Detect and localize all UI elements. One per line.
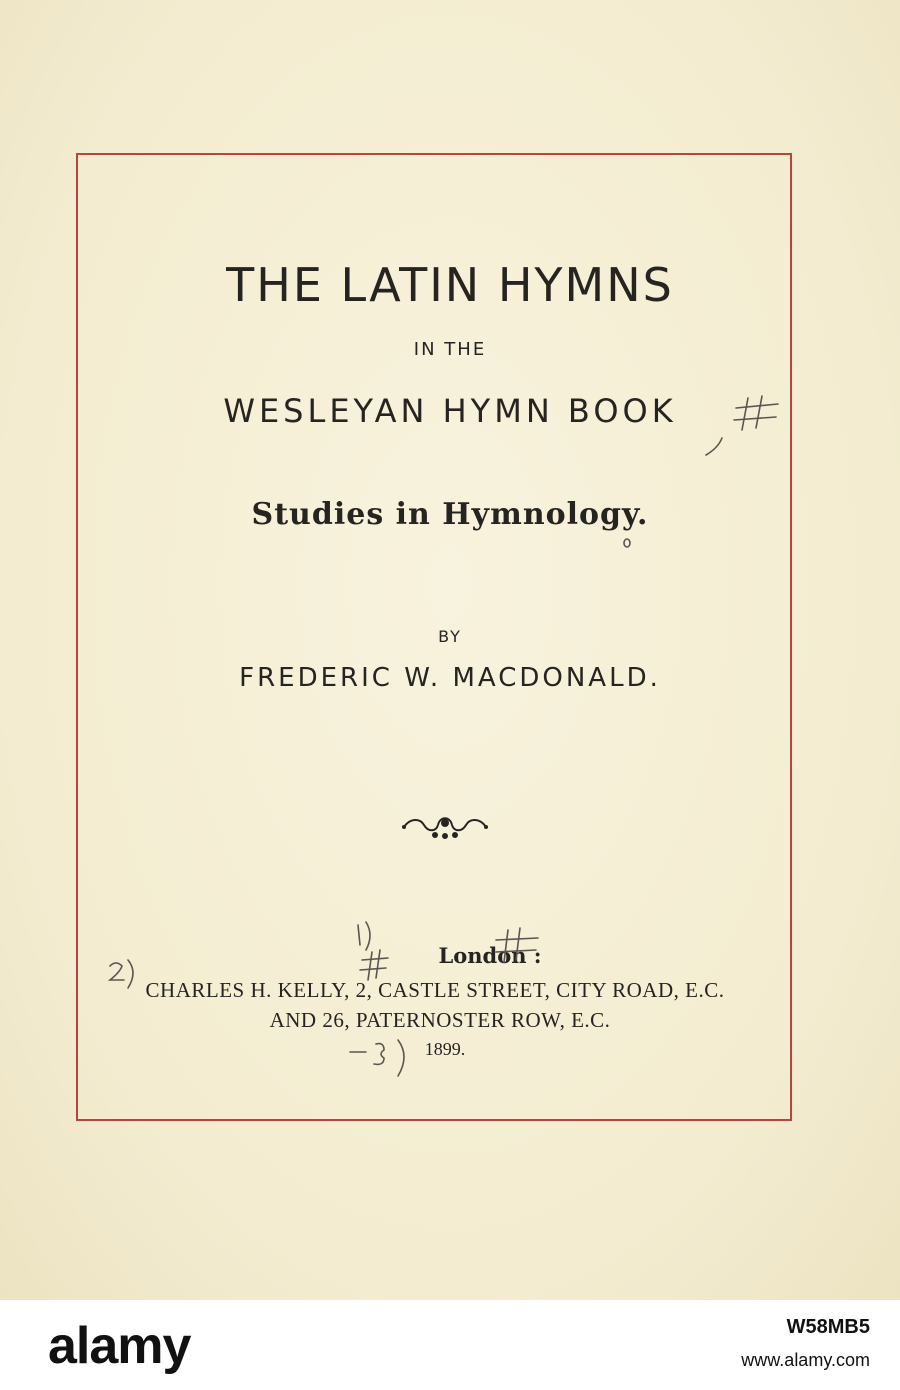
site-url: www.alamy.com [741, 1350, 870, 1370]
image-id: W58MB5 [786, 1316, 870, 1338]
brand-logo: alamy [48, 1317, 191, 1375]
publisher-line-2: AND 26, PATERNOSTER ROW, E.C. [269, 1008, 611, 1032]
watermark-footer [0, 1300, 900, 1390]
publisher-line-1: CHARLES H. KELLY, 2, CASTLE STREET, CITY ROAD, E.C. [145, 978, 725, 1002]
subtitle: Studies in Hymnology. [251, 497, 649, 532]
book-title: THE LATIN HYMNS [226, 258, 674, 312]
title-connector: IN THE [413, 339, 487, 360]
author-name: FREDERIC W. MACDONALD. [239, 663, 661, 693]
book-subject: WESLEYAN HYMN BOOK [223, 392, 677, 430]
by-label: BY [438, 627, 462, 646]
publication-year: 1899. [424, 1039, 466, 1059]
ornament-icon [400, 810, 490, 844]
publication-place: London : [438, 943, 542, 968]
